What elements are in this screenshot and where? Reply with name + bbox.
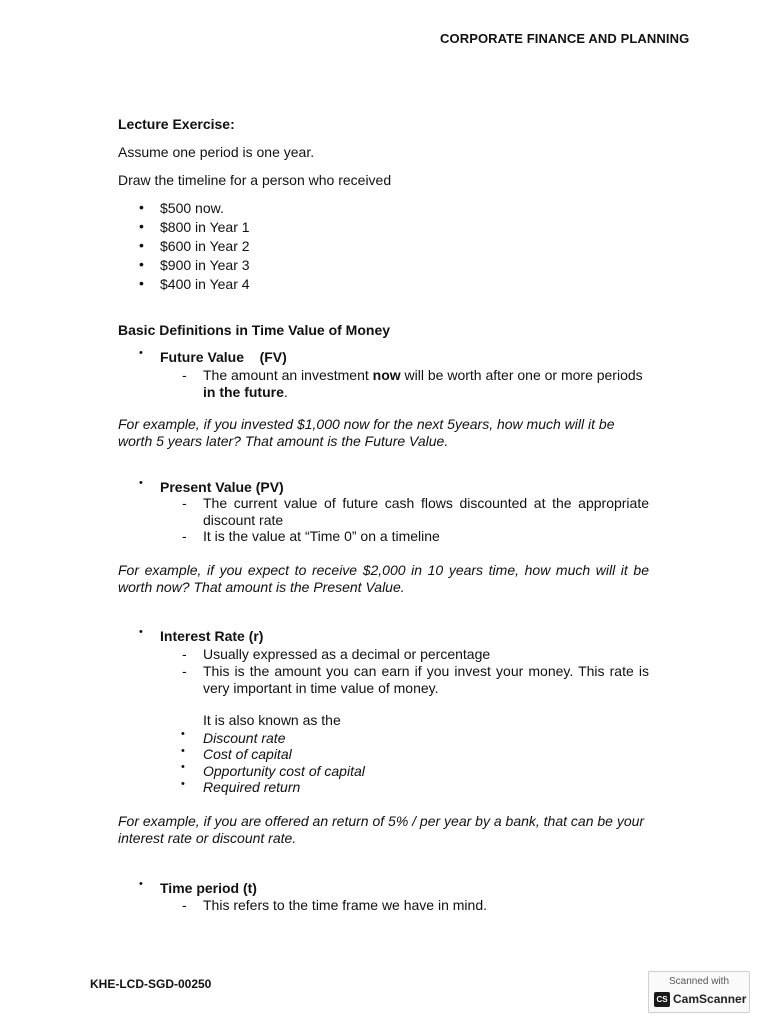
camscanner-logo-icon: CS — [654, 992, 670, 1007]
time-description-1: This refers to the time frame we have in mind. — [203, 897, 487, 913]
exercise-line-1: Assume one period is one year. — [118, 144, 315, 160]
dash-icon: - — [182, 367, 187, 383]
fv-desc-end: . — [283, 384, 288, 400]
list-item: Opportunity cost of capital — [203, 763, 365, 779]
pv-example: For example, if you expect to receive $2,000 in 10 years time, how much will it be worth now? That amount is the Present Value. — [118, 562, 649, 595]
bullet-dot-icon: • — [181, 728, 185, 740]
fv-description — [203, 367, 651, 401]
header-title: CORPORATE FINANCE AND PLANNING — [440, 31, 690, 46]
bullet-dot-icon: • — [139, 347, 143, 359]
definitions-heading: Basic Definitions in Time Value of Money — [118, 322, 391, 338]
rate-description-1: Usually expressed as a decimal or percentage — [203, 646, 491, 662]
exercise-line-2: Draw the timeline for a person who received — [118, 172, 392, 188]
rate-description-2: This is the amount you can earn if you invest your money. This rate is very important in time value of money. — [203, 663, 649, 696]
bullet-dot-icon: • — [139, 199, 144, 215]
rate-title: Interest Rate (r) — [160, 628, 264, 644]
bullet-dot-icon: • — [139, 626, 143, 638]
dash-icon: - — [182, 528, 187, 544]
pv-description-2: It is the value at “Time 0” on a timeline — [203, 528, 440, 544]
bullet-dot-icon: • — [139, 256, 144, 272]
list-item: Discount rate — [203, 730, 286, 746]
list-item: $600 in Year 2 — [160, 238, 250, 254]
bullet-dot-icon: • — [139, 218, 144, 234]
fv-desc-text: The amount an investment — [203, 367, 373, 383]
bullet-dot-icon: • — [181, 778, 185, 790]
rate-example: For example, if you are offered an return of 5% / per year by a bank, that can be your interest rate or discount rate. — [118, 813, 645, 846]
rate-aka: It is also known as the — [203, 712, 341, 728]
list-item: $400 in Year 4 — [160, 276, 250, 292]
list-item: Cost of capital — [203, 746, 292, 762]
badge-app-name: CamScanner — [673, 992, 747, 1006]
bullet-dot-icon: • — [139, 477, 143, 489]
document-code: KHE-LCD-SGD-00250 — [90, 977, 212, 991]
list-item: $500 now. — [160, 200, 224, 216]
pv-description-1: The current value of future cash flows discounted at the appropriate discount rate — [203, 495, 649, 528]
exercise-heading: Lecture Exercise: — [118, 116, 235, 132]
bullet-dot-icon: • — [181, 761, 185, 773]
fv-desc-future: in the future — [203, 384, 284, 400]
bullet-dot-icon: • — [139, 237, 144, 253]
dash-icon: - — [182, 897, 187, 913]
dash-icon: - — [182, 663, 187, 679]
bullet-dot-icon: • — [139, 275, 144, 291]
dash-icon: - — [182, 646, 187, 662]
list-item: Required return — [203, 779, 301, 795]
list-item: $800 in Year 1 — [160, 219, 250, 235]
bullet-dot-icon: • — [181, 745, 185, 757]
fv-example: For example, if you invested $1,000 now for the next 5years, how much will it be worth 5 years later? That amount is the Future Value. — [118, 416, 615, 449]
bullet-dot-icon: • — [139, 878, 143, 890]
fv-desc-now: now — [372, 367, 401, 383]
pv-title: Present Value (PV) — [160, 479, 284, 495]
badge-scanned-text: Scanned with — [668, 976, 730, 987]
list-item: $900 in Year 3 — [160, 257, 250, 273]
time-title: Time period (t) — [160, 880, 257, 896]
dash-icon: - — [182, 495, 187, 511]
fv-desc-text-2: will be worth after one or more periods — [400, 367, 643, 383]
camscanner-badge — [648, 971, 750, 1013]
fv-title: Future Value (FV) — [160, 349, 287, 365]
